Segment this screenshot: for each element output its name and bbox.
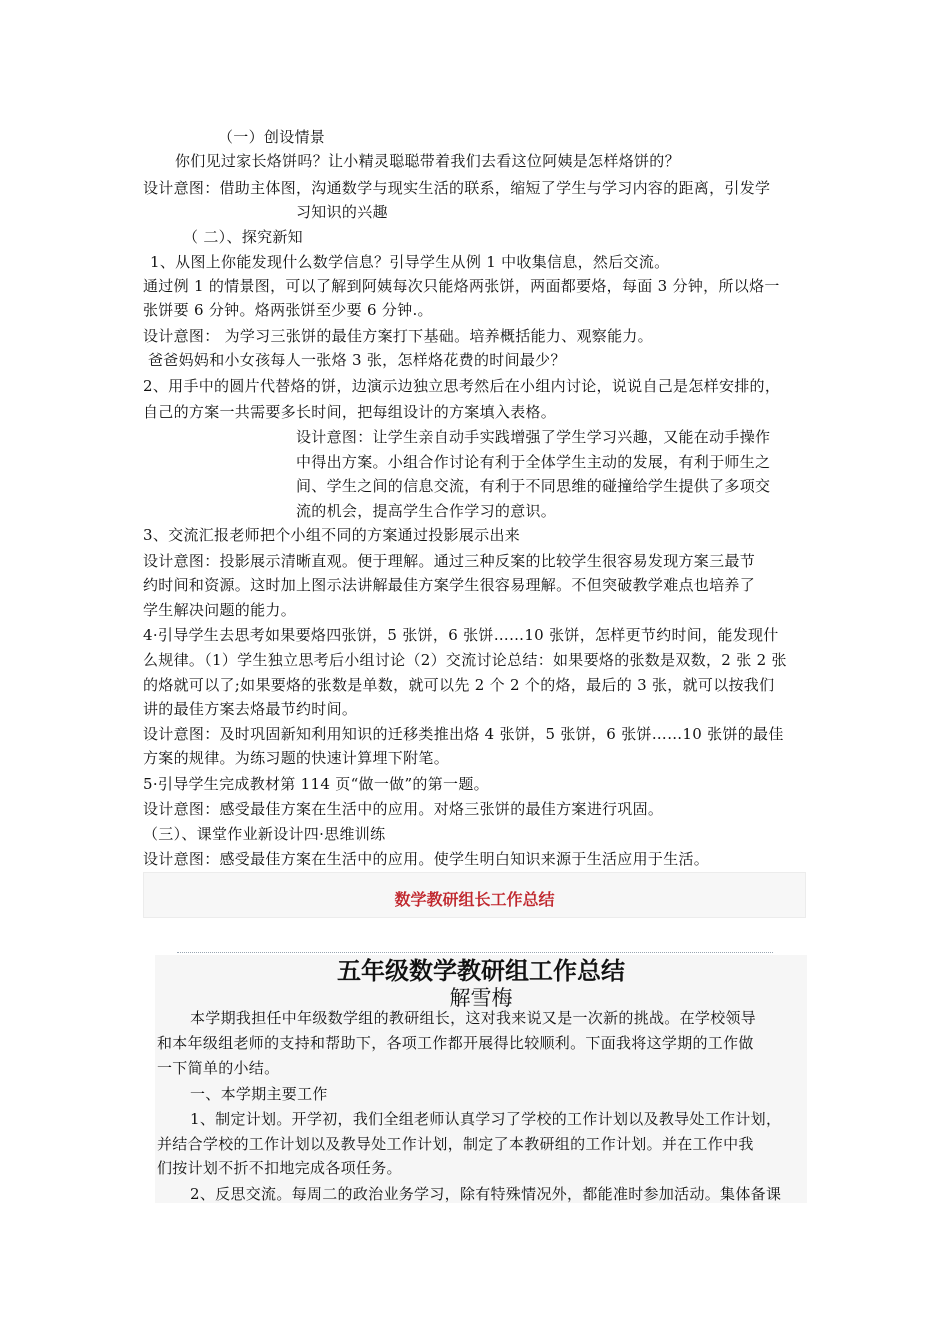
paragraph-line: 么规律。（1）学生独立思考后小组讨论（2）交流讨论总结：如果要烙的张数是双数，2 张 2 张 [143,651,787,669]
banner-title[interactable]: 数学教研组长工作总结 [394,890,555,909]
design-intent-line: 设计意图：及时巩固新知利用知识的迁移类推出烙 4 张饼，5 张饼，6 张饼……10 张饼的最佳 [143,725,784,743]
article-line: 1、制定计划。开学初，我们全组老师认真学习了学校的工作计划以及教导处工作计划， [190,1110,782,1128]
paragraph-line: 通过例 1 的情景图，可以了解到阿姨每次只能烙两张饼，两面都要烙，每面 3 分钟，所以烙一 [143,277,780,295]
paragraph-line: 1、从图上你能发现什么数学信息？引导学生从例 1 中收集信息，然后交流。 [150,253,670,271]
paragraph-line: 方案的规律。为练习题的快速计算埋下附笔。 [143,749,450,767]
paragraph-line: 3、交流汇报老师把个小组不同的方案通过投影展示出来 [143,526,521,544]
paragraph-line: 间、学生之间的信息交流，有利于不同思维的碰撞给学生提供了多项交 [296,477,771,495]
design-intent-line: 设计意图：投影展示清晰直观。便于理解。通过三种反案的比较学生很容易发现方案三最节 [143,552,756,570]
article-heading: 一、本学期主要工作 [190,1085,328,1103]
paragraph-line: 流的机会，提高学生合作学习的意识。 [296,502,557,520]
paragraph-line: 中得出方案。小组合作讨论有利于全体学生主动的发展，有利于师生之 [296,453,771,471]
paragraph-line: 约时间和资源。这时加上图示法讲解最佳方案学生很容易理解。不但突破教学难点也培养了 [143,576,756,594]
article-line: 和本年级组老师的支持和帮助下，各项工作都开展得比较顺利。下面我将这学期的工作做 [157,1034,754,1052]
section-heading-2: （ 二）、探究新知 [183,228,303,246]
design-intent-line: 设计意图： 为学习三张饼的最佳方案打下基础。培养概括能力、观察能力。 [143,327,653,345]
paragraph-line: 爸爸妈妈和小女孩每人一张烙 3 张，怎样烙花费的时间最少？ [148,351,566,369]
paragraph-line: 你们见过家长烙饼吗？让小精灵聪聪带着我们去看这位阿姨是怎样烙饼的？ [175,152,680,170]
design-intent-line: 设计意图：借助主体图，沟通数学与现实生活的联系，缩短了学生与学习内容的距离，引发学 [143,179,771,197]
article-line: 一下简单的小结。 [157,1059,280,1077]
paragraph-line: 2、用手中的圆片代替烙的饼，边演示边独立思考然后在小组内讨论，说说自己是怎样安排的， [143,377,781,395]
article-line: 本学期我担任中年级数学组的教研组长，这对我来说又是一次新的挑战。在学校领导 [190,1009,757,1027]
paragraph-line: 的烙就可以了;如果要烙的张数是单数，就可以先 2 个 2 个的烙，最后的 3 张，就可以按我们 [143,676,775,694]
paragraph-line: 自己的方案一共需要多长时间，把每组设计的方案填入表格。 [143,403,557,421]
paragraph-line: 学生解决问题的能力。 [143,601,297,619]
banner-box [143,872,806,918]
section-heading-1: （一）创设情景 [218,128,326,146]
design-intent-line: 设计意图：让学生亲自动手实践增强了学生学习兴趣，又能在动手操作 [296,428,771,446]
article-line: 并结合学校的工作计划以及教导处工作计划，制定了本教研组的工作计划。并在工作中我 [157,1135,754,1153]
article-title: 五年级数学教研组工作总结 [337,957,625,985]
dotted-divider [177,952,773,953]
paragraph-line: 张饼要 6 分钟。烙两张饼至少要 6 分钟.。 [143,301,433,319]
design-intent-line: 设计意图：感受最佳方案在生活中的应用。使学生明白知识来源于生活应用于生活。 [143,850,710,868]
paragraph-line: 习知识的兴趣 [296,203,388,221]
paragraph-line: 4·引导学生去思考如果要烙四张饼，5 张饼，6 张饼……10 张饼，怎样更节约时间，能发现什 [143,626,779,644]
article-line: 2、反思交流。每周二的政治业务学习，除有特殊情况外，都能准时参加活动。集体备课 [190,1185,782,1203]
section-heading-3: （三）、课堂作业新设计四·思维训练 [143,825,386,843]
design-intent-line: 设计意图：感受最佳方案在生活中的应用。对烙三张饼的最佳方案进行巩固。 [143,800,664,818]
article-author: 解雪梅 [449,986,513,1010]
article-line: 们按计划不折不扣地完成各项任务。 [157,1159,402,1177]
paragraph-line: 5·引导学生完成教材第 114 页“做一做”的第一题。 [143,775,489,793]
paragraph-line: 讲的最佳方案去烙最节约时间。 [143,700,358,718]
